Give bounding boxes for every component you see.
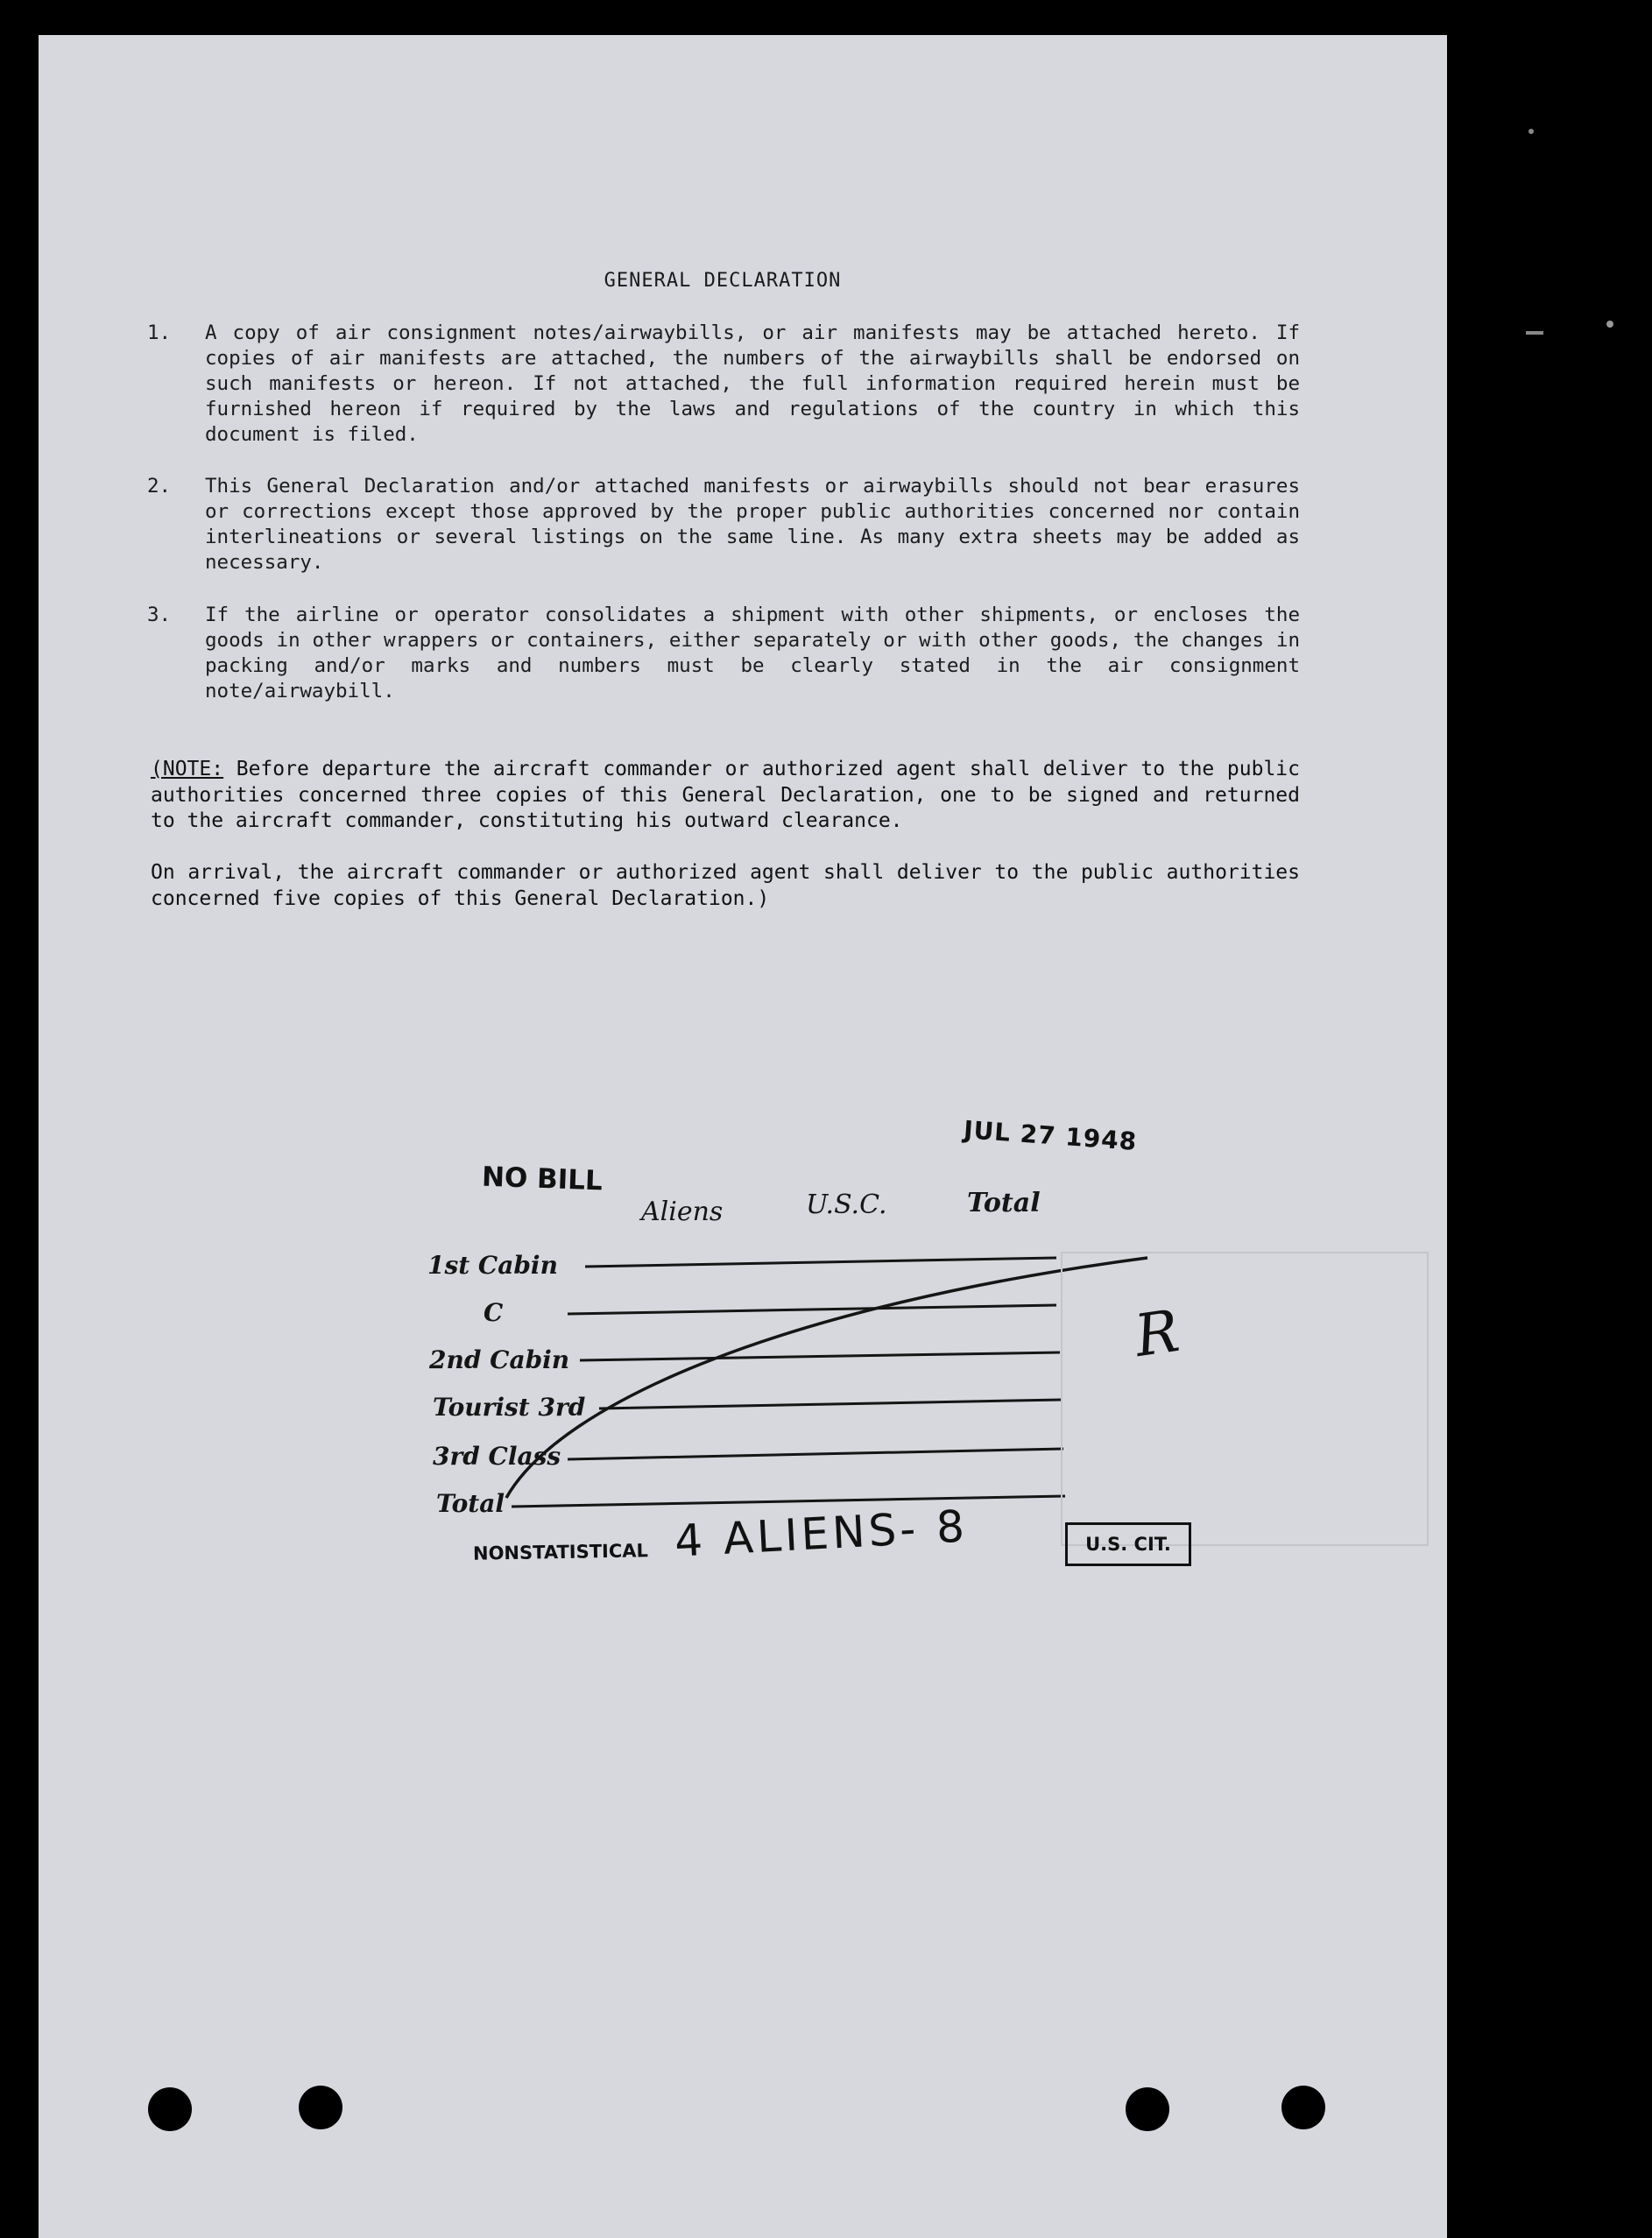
column-aliens: Aliens bbox=[641, 1197, 724, 1227]
item-text: A copy of air consignment notes/airwaybills, or air manifests may be attached hereto. If copies of air manifests are attached, the numbers of the airwaybills shall be endorsed on such manifests or hereon. If not attached, the full information required herein must be furnished hereon if required by the laws and regulations of the country in which this document is filed. bbox=[205, 321, 1300, 446]
punch-hole bbox=[148, 2087, 192, 2131]
handwritten-initial: R bbox=[1130, 1296, 1183, 1371]
row-c: C bbox=[484, 1298, 504, 1327]
row-total: Total bbox=[436, 1489, 505, 1518]
handwritten-note: 4 ALIENS- 8 bbox=[673, 1500, 970, 1567]
item-text: If the airline or operator consolidates a shipment with other shipments, or encloses the goods in other wrappers or containers, either separately or with other goods, the changes in packing and/or marks and numbers must be clearly stated in the air consignment note/airwaybill. bbox=[205, 604, 1300, 702]
speck bbox=[1526, 331, 1543, 335]
nonstatistical-stamp: NONSTATISTICAL bbox=[472, 1540, 649, 1564]
column-total: Total bbox=[967, 1188, 1041, 1218]
row-tourist-third: Tourist 3rd bbox=[433, 1393, 586, 1422]
punch-hole bbox=[1126, 2087, 1169, 2131]
item-text: This General Declaration and/or attached manifests or airwaybills should not bear erasures or corrections except those approved by the proper public authorities concerned nor contain interlineations or several listings on the same line. As many extra sheets may be added as necessary. bbox=[205, 475, 1300, 574]
no-bill-stamp: NO BILL bbox=[481, 1161, 604, 1197]
speck bbox=[1528, 129, 1534, 134]
punch-hole bbox=[1281, 2086, 1325, 2129]
speck bbox=[1606, 321, 1613, 328]
us-citizen-stamp: U.S. CIT. bbox=[1065, 1522, 1191, 1566]
note-label: (NOTE: bbox=[151, 758, 224, 780]
item-number: 1. bbox=[147, 321, 172, 344]
item-number: 2. bbox=[147, 475, 172, 498]
column-usc: U.S.C. bbox=[806, 1190, 887, 1220]
note-text: Before departure the aircraft commander or authorized agent shall deliver to the public authorities concerned three copies of this General Declaration, one to be signed and returned to the aircraft commander, constituting his outward clearance. bbox=[151, 758, 1300, 832]
row-first-cabin: 1st Cabin bbox=[427, 1251, 558, 1280]
punch-hole bbox=[299, 2086, 342, 2129]
row-second-cabin: 2nd Cabin bbox=[429, 1345, 570, 1374]
date-stamp: JUL 27 1948 bbox=[963, 1115, 1139, 1156]
row-third-class: 3rd Class bbox=[433, 1442, 561, 1471]
item-number: 3. bbox=[147, 604, 172, 626]
arrival-note: On arrival, the aircraft commander or authorized agent shall deliver to the public authorities concerned five copies of this General Declaration.) bbox=[151, 861, 1300, 910]
document-title: GENERAL DECLARATION bbox=[604, 270, 842, 292]
